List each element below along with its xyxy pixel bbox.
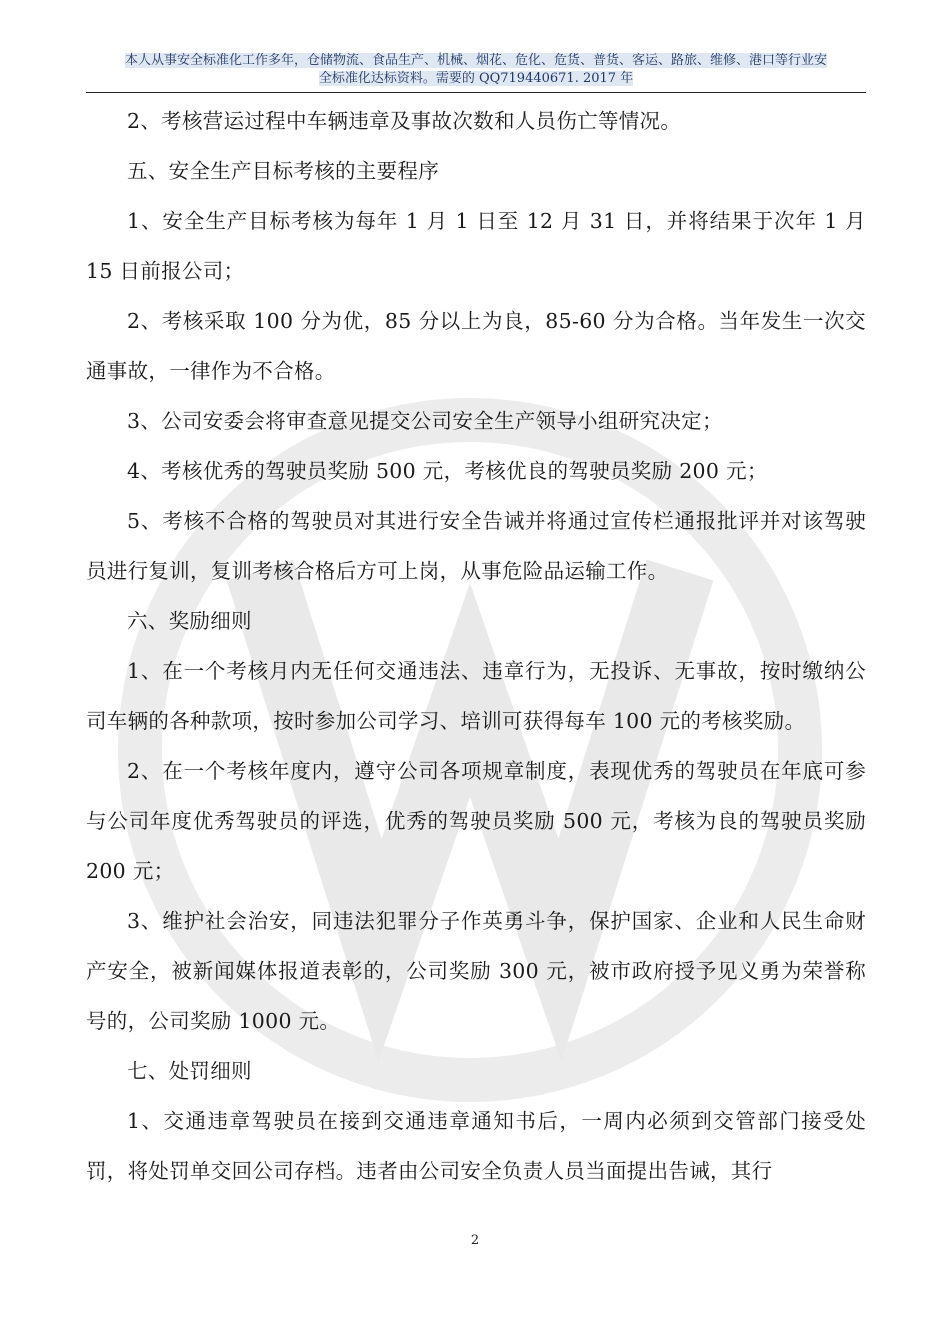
paragraph: 1、在一个考核月内无任何交通违法、违章行为，无投诉、无事故，按时缴纳公司车辆的各种款项，按时参加公司学习、培训可获得每车 100 元的考核奖励。: [86, 659, 866, 733]
paragraph: 5、考核不合格的驾驶员对其进行安全告诫并将通过宣传栏通报批评并对该驾驶员进行复训，复训考核合格后方可上岗，从事危险品运输工作。: [86, 509, 866, 583]
paragraph: 1、交通违章驾驶员在接到交通违章通知书后，一周内必须到交管部门接受处罚，将处罚单交回公司存档。违者由公司安全负责人员当面提出告诫，其行: [86, 1109, 866, 1183]
header-line-1: [86, 52, 866, 70]
header-divider: [86, 92, 866, 93]
paragraph: 4、考核优秀的驾驶员奖励 500 元，考核优良的驾驶员奖励 200 元；: [127, 459, 768, 483]
section-heading: 五、安全生产目标考核的主要程序: [127, 159, 439, 183]
paragraph: 2、在一个考核年度内，遵守公司各项规章制度，表现优秀的驾驶员在年底可参与公司年度优秀驾驶员的评选，优秀的驾驶员奖励 500 元，考核为良的驾驶员奖励 200 元；: [86, 759, 866, 883]
paragraph: 3、公司安委会将审查意见提交公司安全生产领导小组研究决定；: [127, 409, 723, 433]
document-body: [86, 96, 866, 1196]
paragraph: 2、考核营运过程中车辆违章及事故次数和人员伤亡等情况。: [127, 109, 682, 133]
paragraph: 2、考核采取 100 分为优，85 分以上为良，85-60 分为合格。当年发生一次交通事故，一律作为不合格。: [86, 309, 866, 383]
header-line-2-text: 全标准化达标资料。需要的 QQ719440671. 2017 年: [318, 71, 634, 86]
page-header-banner: [86, 52, 866, 88]
paragraph: 1、安全生产目标考核为每年 1 月 1 日至 12 月 31 日，并将结果于次年 1 月 15 日前报公司；: [86, 209, 866, 283]
header-line-1-text: 本人从事安全标准化工作多年，仓储物流、食品生产、机械、烟花、危化、危货、普货、客运、路旅、维修、港口等行业安: [124, 53, 827, 68]
page-number: 2: [470, 1233, 480, 1248]
section-heading: 六、奖励细则: [127, 609, 252, 633]
paragraph: 3、维护社会治安，同违法犯罪分子作英勇斗争，保护国家、企业和人民生命财产安全，被新闻媒体报道表彰的，公司奖励 300 元，被市政府授予见义勇为荣誉称号的，公司奖励 1000 元。: [86, 909, 866, 1033]
section-heading: 七、处罚细则: [127, 1059, 252, 1083]
header-line-2: [86, 70, 866, 88]
